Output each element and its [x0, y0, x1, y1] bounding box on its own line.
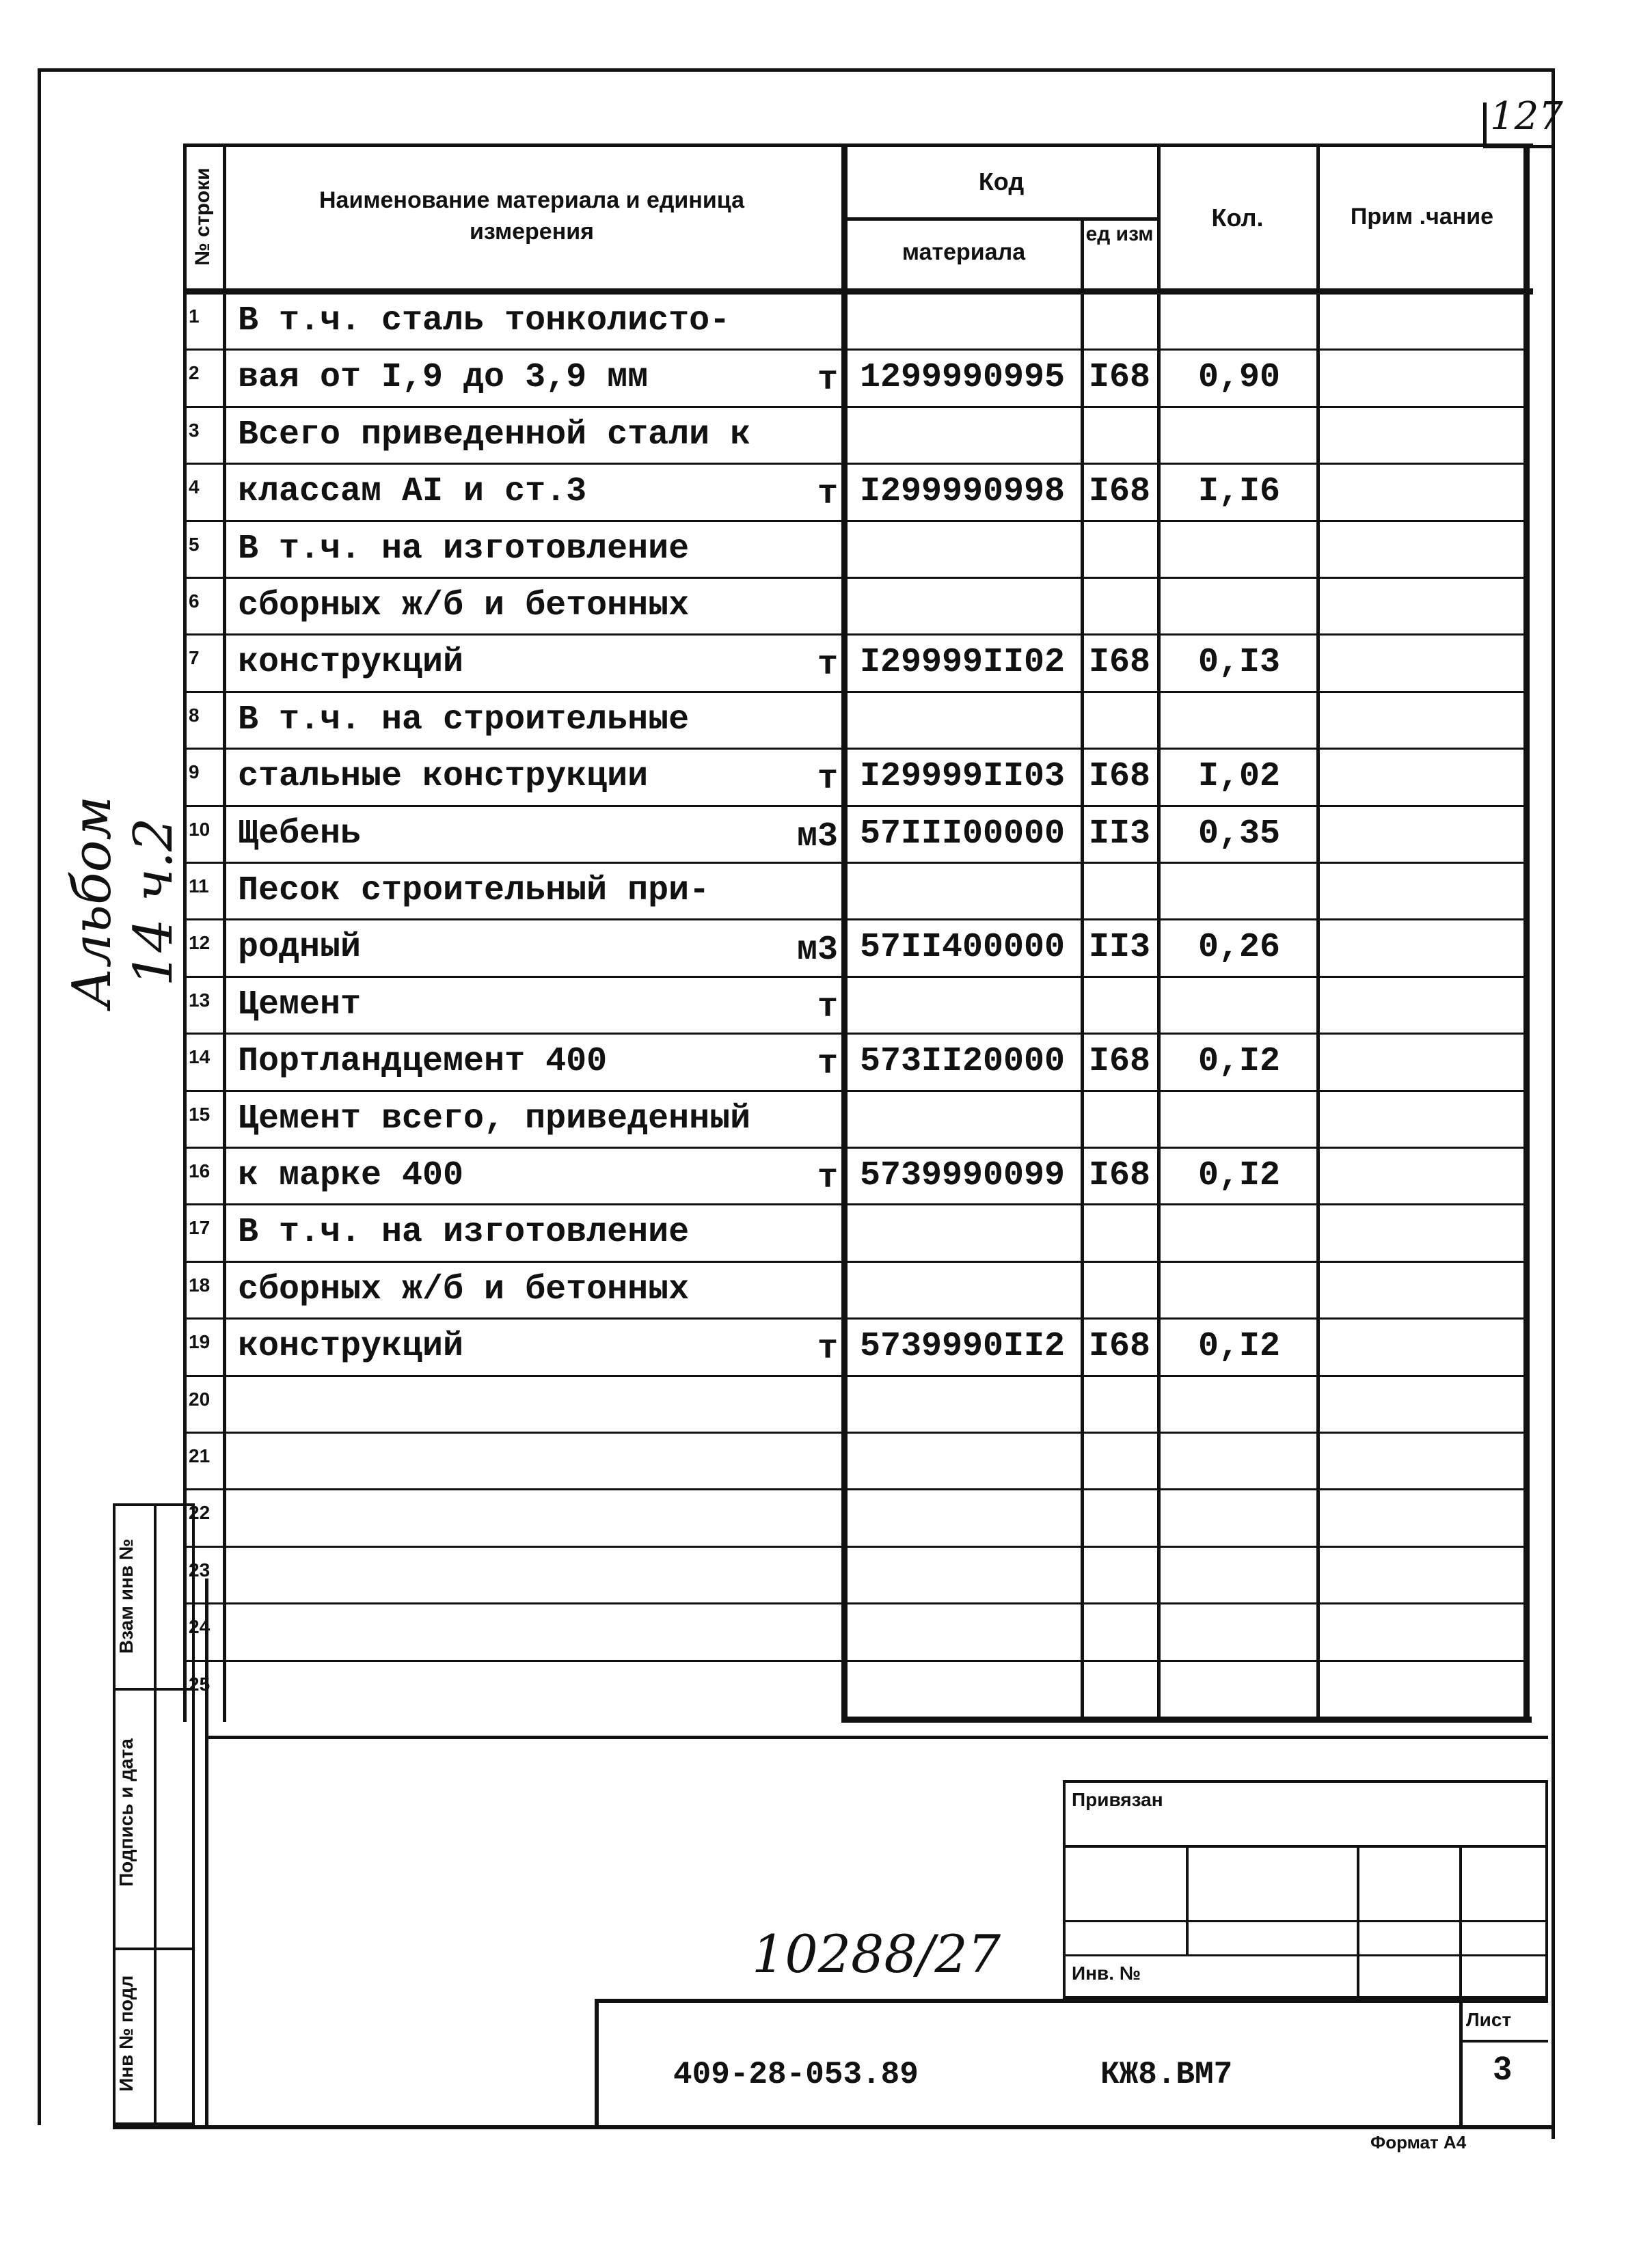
table-row [183, 1546, 1533, 1602]
quantity: 0,26 [1197, 928, 1281, 968]
material-code: 57III00000 [860, 814, 1066, 853]
bottom-frame-line [113, 2125, 1552, 2129]
material-name: Щебень [238, 814, 362, 853]
table-row [183, 1090, 1533, 1147]
unit: т [817, 646, 838, 685]
table-row [183, 1488, 1533, 1545]
material-code: 57II400000 [860, 928, 1066, 968]
row-number: 4 [189, 476, 200, 498]
unit: м3 [796, 931, 838, 970]
row-number: 16 [189, 1160, 211, 1181]
unit: т [817, 1045, 838, 1084]
inv-no-label: Инв. № [1072, 1963, 1141, 1984]
table-row [183, 406, 1533, 463]
format-label: Формат А4 [1370, 2132, 1467, 2153]
row-number: 10 [189, 818, 211, 840]
table-row [183, 805, 1533, 862]
header-note: Прим .чание [1350, 204, 1494, 230]
quantity: 0,I3 [1197, 643, 1281, 683]
material-code: 573II20000 [860, 1042, 1066, 1082]
unit-code: I68 [1089, 643, 1151, 683]
table-row [183, 918, 1533, 975]
unit-code: II3 [1089, 928, 1151, 968]
quantity: 0,I2 [1197, 1327, 1281, 1367]
page-number: 127 [1490, 94, 1563, 139]
unit: т [817, 475, 838, 515]
unit: т [817, 987, 838, 1027]
material-name: Цемент [238, 985, 362, 1024]
table-row [183, 1317, 1533, 1374]
header-unit-code: ед изм [1085, 223, 1154, 245]
bottom-divider [205, 1736, 1548, 1739]
row-number: 15 [189, 1103, 211, 1125]
row-number: 13 [189, 989, 211, 1011]
privyazan-label: Привязан [1072, 1789, 1163, 1810]
stamp-podpis-data: Подпись и дата [116, 1738, 137, 1887]
album-note: Альбом 14 ч.2 [62, 795, 185, 1009]
row-number: 24 [189, 1616, 211, 1638]
row-number: 12 [189, 932, 211, 954]
outer-frame-top [38, 68, 1552, 72]
table-row [183, 1147, 1533, 1203]
quantity: I,I6 [1197, 472, 1281, 512]
unit-code: I68 [1089, 1156, 1151, 1195]
table-row [183, 1660, 1533, 1717]
material-name: Цемент всего, приведенный [238, 1099, 751, 1138]
material-name: стальные конструкции [238, 757, 649, 797]
row-number: 25 [189, 1673, 211, 1695]
material-code: 5739990099 [860, 1156, 1066, 1195]
table-row [183, 292, 1533, 349]
row-number: 23 [189, 1559, 211, 1581]
material-code: 5739990II2 [860, 1327, 1066, 1367]
table-row [183, 976, 1533, 1033]
material-name: сборных ж/б и бетонных [238, 586, 690, 625]
quantity: 0,I2 [1197, 1042, 1281, 1082]
unit-code: I68 [1089, 358, 1151, 398]
list-value: 3 [1493, 2051, 1512, 2087]
material-name: Портландцемент 400 [238, 1042, 608, 1082]
row-number: 17 [189, 1217, 211, 1239]
row-number: 14 [189, 1046, 211, 1068]
row-number: 19 [189, 1331, 211, 1353]
material-name: сборных ж/б и бетонных [238, 1270, 690, 1309]
outer-frame-left [38, 68, 41, 2125]
row-number: 22 [189, 1502, 211, 1524]
header-row-no: № строки [191, 167, 214, 266]
unit-code: I68 [1089, 1042, 1151, 1082]
row-number: 9 [189, 761, 200, 783]
unit: т [817, 1159, 838, 1198]
header-code: Код [978, 167, 1025, 195]
row-number: 11 [189, 875, 209, 897]
row-number: 7 [189, 647, 200, 669]
stamp-inv-podl: Инв № подл [116, 1975, 137, 2092]
row-number: 8 [189, 704, 200, 726]
table-row [183, 1375, 1533, 1432]
material-name: Песок строительный при- [238, 871, 710, 910]
stamp-vzam-inv: Взам инв № [116, 1538, 137, 1654]
unit: т [817, 1330, 838, 1369]
unit-code: II3 [1089, 814, 1151, 853]
header-qty: Кол. [1211, 204, 1264, 232]
table-body [183, 292, 1533, 1717]
material-name: конструкций [238, 643, 464, 683]
unit-code: I68 [1089, 1327, 1151, 1367]
row-number: 1 [189, 305, 200, 327]
unit: т [817, 361, 838, 400]
row-number: 6 [189, 590, 200, 612]
material-name: В т.ч. на изготовление [238, 529, 690, 569]
table-row [183, 1432, 1533, 1488]
outer-frame-right [1552, 68, 1555, 2139]
spec-table [183, 144, 1533, 1729]
doc-code: КЖ8.ВМ7 [1100, 2057, 1233, 2092]
unit-code: I68 [1089, 757, 1151, 797]
material-name: В т.ч. на строительные [238, 700, 690, 739]
unit: м3 [796, 817, 838, 856]
table-row [183, 633, 1533, 690]
table-row [183, 520, 1533, 577]
material-name: вая от I,9 до 3,9 мм [238, 358, 649, 398]
table-row [183, 1033, 1533, 1089]
row-number: 21 [189, 1445, 211, 1466]
material-code: I299990998 [860, 472, 1066, 512]
table-row [183, 1602, 1533, 1659]
inner-left-frame [205, 1579, 208, 2125]
table-row [183, 862, 1533, 918]
material-name: конструкций [238, 1327, 464, 1367]
quantity: 0,35 [1197, 814, 1281, 853]
material-code: I29999II02 [860, 643, 1066, 683]
table-row [183, 349, 1533, 405]
doc-number: 409-28-053.89 [673, 2057, 919, 2092]
material-name: В т.ч. на изготовление [238, 1213, 690, 1253]
row-number: 20 [189, 1388, 211, 1410]
row-number: 18 [189, 1274, 211, 1296]
header-material: материала [902, 239, 1026, 265]
handwritten-number: 10288/27 [752, 1924, 1001, 1984]
unit: т [817, 760, 838, 800]
table-row [183, 748, 1533, 804]
material-name: Всего приведенной стали к [238, 415, 751, 454]
material-code: 1299990995 [860, 358, 1066, 398]
unit-code: I68 [1089, 472, 1151, 512]
quantity: 0,I2 [1197, 1156, 1281, 1195]
header-name: Наименование материала и единица измерения [319, 187, 744, 245]
quantity: I,02 [1197, 757, 1281, 797]
table-row [183, 1261, 1533, 1317]
table-row [183, 1203, 1533, 1260]
row-number: 5 [189, 533, 200, 555]
row-number: 3 [189, 419, 200, 441]
material-name: к марке 400 [238, 1156, 464, 1195]
row-number: 2 [189, 362, 200, 384]
table-row [183, 463, 1533, 519]
quantity: 0,90 [1197, 358, 1281, 398]
table-row [183, 577, 1533, 633]
table-row [183, 691, 1533, 748]
material-name: В т.ч. сталь тонколисто- [238, 301, 731, 340]
list-label: Лист [1466, 2009, 1512, 2030]
material-name: родный [238, 928, 362, 968]
material-name: классам AI и ст.3 [238, 472, 587, 512]
material-code: I29999II03 [860, 757, 1066, 797]
